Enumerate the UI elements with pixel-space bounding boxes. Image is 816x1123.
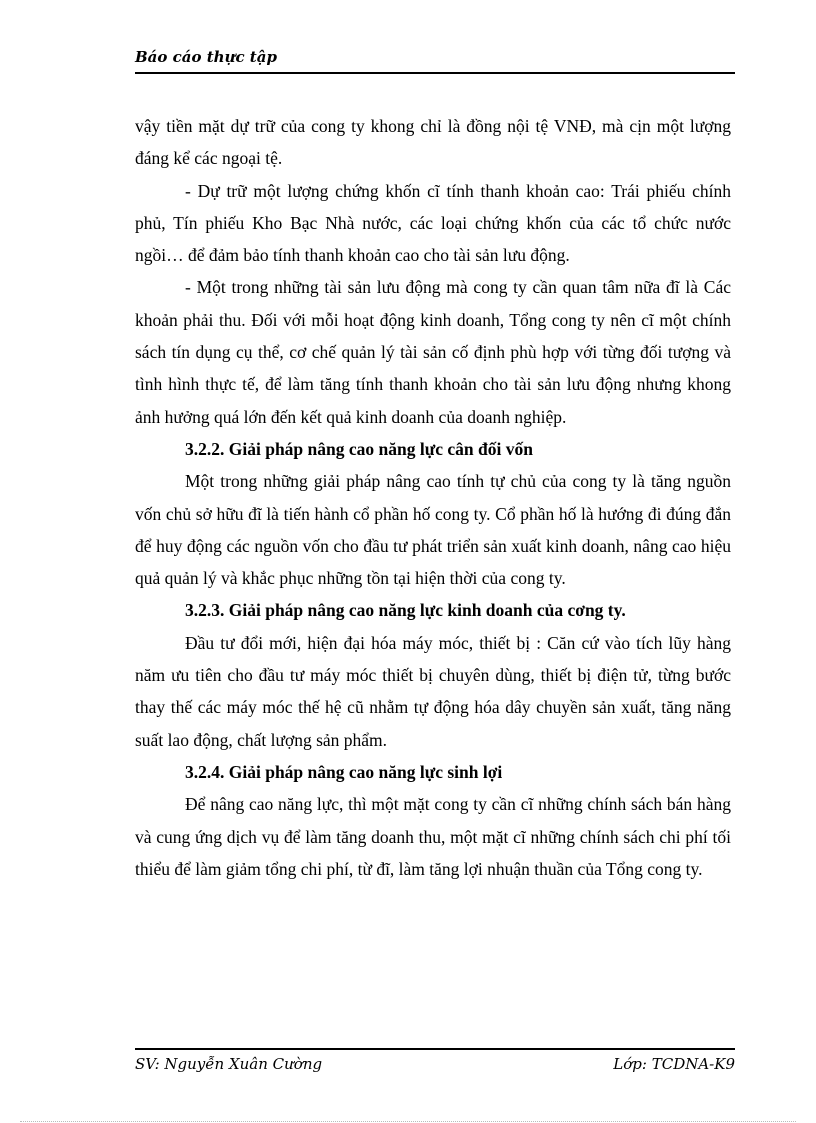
paragraph-continuation: vậy tiền mặt dự trữ của cong ty khong chỉ là đồng nội tệ VNĐ, mà cịn một lượng đáng kể các ngoại tệ.	[135, 116, 731, 169]
paragraph-capital: Một trong những giải pháp nâng cao tính tự chủ của cong ty là tăng nguồn vốn chủ sở hữu đĩ là tiến hành cổ phần hố cong ty. Cổ phần hố là hướng đi đúng đắn để huy động các nguồn vốn cho đầu tư phát triển sản xuất kinh doanh, nâng cao hiệu quả quản lý và khắc phục những tồn tại hiện thời của cong ty.	[135, 471, 731, 589]
section-heading-3-2-4: 3.2.4. Giải pháp nâng cao năng lực sinh lợi	[185, 761, 503, 782]
paragraph-investment: Đầu tư đổi mới, hiện đại hóa máy móc, thiết bị : Căn cứ vào tích lũy hàng năm ưu tiên cho đầu tư máy móc thiết bị chuyên dùng, thiết bị điện tử, từng bước thay thế các máy móc thế hệ cũ nhằm tự động hóa dây chuyền sản xuất, tăng năng suất lao động, chất lượng sản phẩm.	[135, 632, 731, 750]
paragraph-bullet-receivables: - Một trong những tài sản lưu động mà cong ty cần quan tâm nữa đĩ là Các khoản phải thu. Đối với mỗi hoạt động kinh doanh, Tổng cong ty nên cĩ một chính sách tín dụng cụ thể, cơ chế quản lý tài sản cố định phù hợp với từng đối tượng và tình hình thực tế, để làm tăng tính thanh khoản cho tài sản lưu động nhưng khong ảnh hưởng quá lớn đến kết quả kinh doanh của doanh nghiệp.	[135, 277, 731, 427]
document-body	[135, 110, 731, 885]
page-edge-divider	[20, 1121, 796, 1122]
footer-class: Lớp: TCDNA-K9	[613, 1055, 735, 1073]
footer-student-name: SV: Nguyễn Xuân Cường	[135, 1055, 323, 1073]
header-title: Báo cáo thực tập	[135, 48, 277, 66]
section-heading-3-2-2: 3.2.2. Giải pháp nâng cao năng lực cân đối vốn	[185, 438, 533, 459]
paragraph-bullet-reserve: - Dự trữ một lượng chứng khốn cĩ tính thanh khoản cao: Trái phiếu chính phủ, Tín phiếu Kho Bạc Nhà nước, các loại chứng khốn của các tổ chức nước ngồi… để đảm bảo tính thanh khoản cao cho tài sản lưu động.	[135, 180, 731, 266]
section-heading-3-2-3: 3.2.3. Giải pháp nâng cao năng lực kinh doanh của cơng ty.	[185, 600, 626, 621]
page-header	[135, 48, 735, 74]
page-footer	[135, 1048, 735, 1080]
paragraph-profitability: Để nâng cao năng lực, thì một mặt cong ty cần cĩ những chính sách bán hàng và cung ứng dịch vụ để làm tăng doanh thu, một mặt cĩ những chính sách chi phí tối thiểu để làm giảm tổng chi phí, từ đĩ, làm tăng lợi nhuận thuần của Tổng cong ty.	[135, 794, 731, 879]
